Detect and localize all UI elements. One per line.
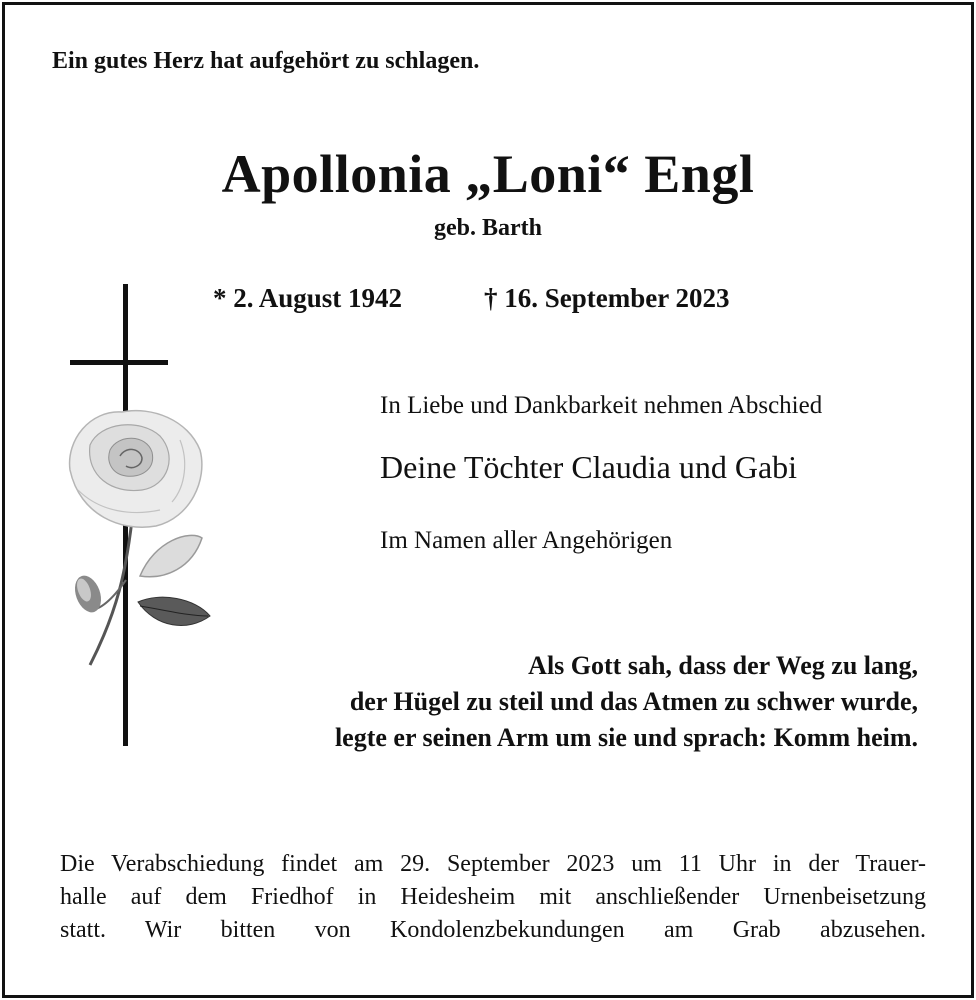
notice-line: halle auf dem Friedhof in Heidesheim mit anschließender Urnenbeisetzung <box>60 884 926 910</box>
notice-line: Die Verabschiedung findet am 29. September 2023 um 11 Uhr in der Trauer- <box>60 851 926 877</box>
farewell-line: In Liebe und Dankbarkeit nehmen Abschied <box>380 392 823 419</box>
poem-line: Als Gott sah, dass der Weg zu lang, <box>528 651 918 680</box>
poem-line: der Hügel zu steil und das Atmen zu schwer wurde, <box>349 687 918 716</box>
relatives-line: Im Namen aller Angehörigen <box>380 527 673 554</box>
mourners-names: Deine Töchter Claudia und Gabi <box>380 449 798 485</box>
poem-line: legte er seinen Arm um sie und sprach: Komm heim. <box>334 723 918 752</box>
opening-line: Ein gutes Herz hat aufgehört zu schlagen. <box>52 48 480 74</box>
funeral-notice <box>60 848 926 947</box>
rose-icon <box>70 411 210 665</box>
poem <box>335 648 918 756</box>
birth-date: * 2. August 1942 <box>213 283 403 313</box>
birth-name: geb. Barth <box>434 215 542 241</box>
notice-line: statt. Wir bitten von Kondolenzbekundungen am Grab abzusehen. <box>60 917 926 943</box>
cross-and-rose-illustration <box>60 280 230 750</box>
death-date: † 16. September 2023 <box>484 283 730 313</box>
deceased-name: Apollonia „Loni“ Engl <box>221 144 755 204</box>
